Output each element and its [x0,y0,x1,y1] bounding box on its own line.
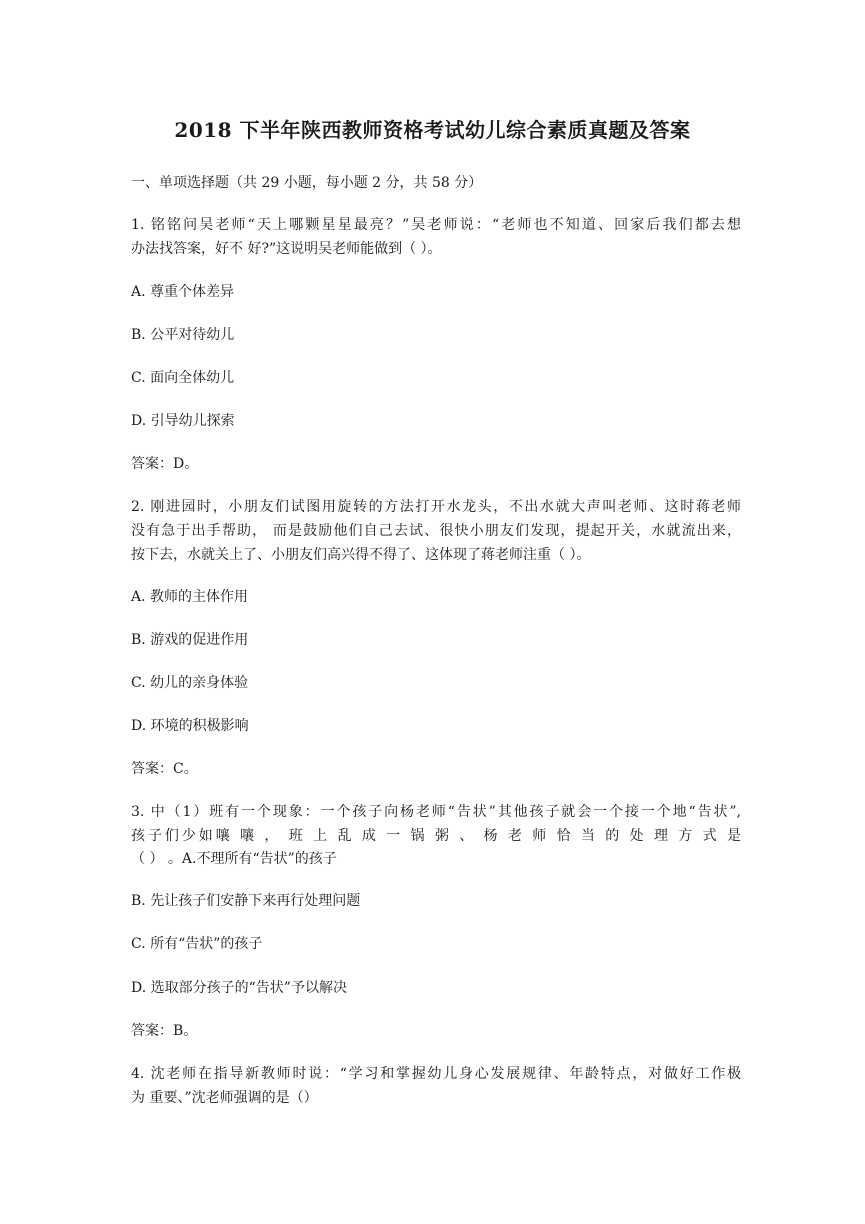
section-heading: 一、单项选择题（共 29 小题，每小题 2 分，共 58 分） [131,175,483,191]
question-2-answer: 答案：C。 [131,761,198,777]
question-1-line-2: 办法找答案，好不 好?”这说明吴老师能做到（ ）。 [131,241,442,257]
question-1-answer: 答案：D。 [131,456,199,472]
question-1-option-a: A. 尊重个体差异 [131,284,235,300]
question-1-option-d: D. 引导幼儿探索 [131,413,235,429]
question-2-option-c: C. 幼儿的亲身体验 [131,675,249,691]
question-3-line-1: 3. 中（1）班有一个现象：一个孩子向杨老师“告状”其他孩子就会一个接一个地“告状”, [131,804,741,820]
question-3-option-b: B. 先让孩子们安静下来再行处理问题 [131,893,361,909]
question-1-line-1: 1. 铭铭问吴老师“天上哪颗星星最亮？”吴老师说：“老师也不知道、回家后我们都去想 [131,217,741,233]
question-2-option-d: D. 环境的积极影响 [131,718,249,734]
question-1-option-c: C. 面向全体幼儿 [131,370,235,386]
question-2-line-2: 没有急于出手帮助， 而是鼓励他们自己去试、很快小朋友们发现，提起开关，水就流出来， [131,523,741,539]
question-3-line-2: 孩子们少如嚷 嚷 ， 班 上 乱 成 一 锅 粥 、 杨 老 师 恰 当 的 处 理 方 式 是 [131,828,741,844]
question-3-line-3: （ ） 。A.不理所有“告状”的孩子 [131,851,337,867]
question-4-line-2: 为 重要、”沈老师强调的是（） [131,1090,318,1106]
question-3-option-d: D. 选取部分孩子的“告状”予以解决 [131,980,347,996]
question-2-option-a: A. 教师的主体作用 [131,589,249,605]
question-2-line-1: 2. 刚进园时，小朋友们试图用旋转的方法打开水龙头，不出水就大声叫老师、这时蒋老师 [131,499,741,515]
question-2-line-3: 按下去，水就关上了、小朋友们高兴得不得了、这体现了蒋老师注重（ ）。 [131,547,591,563]
question-1-option-b: B. 公平对待幼儿 [131,327,235,343]
question-4-line-1: 4. 沈老师在指导新教师时说：“学习和掌握幼儿身心发展规律、年龄特点，对做好工作极 [131,1066,741,1082]
question-3-option-c: C. 所有“告状”的孩子 [131,936,263,952]
document-title: 2018 下半年陕西教师资格考试幼儿综合素质真题及答案 [174,118,691,142]
question-3-answer: 答案：B。 [131,1023,198,1039]
question-2-option-b: B. 游戏的促进作用 [131,632,249,648]
